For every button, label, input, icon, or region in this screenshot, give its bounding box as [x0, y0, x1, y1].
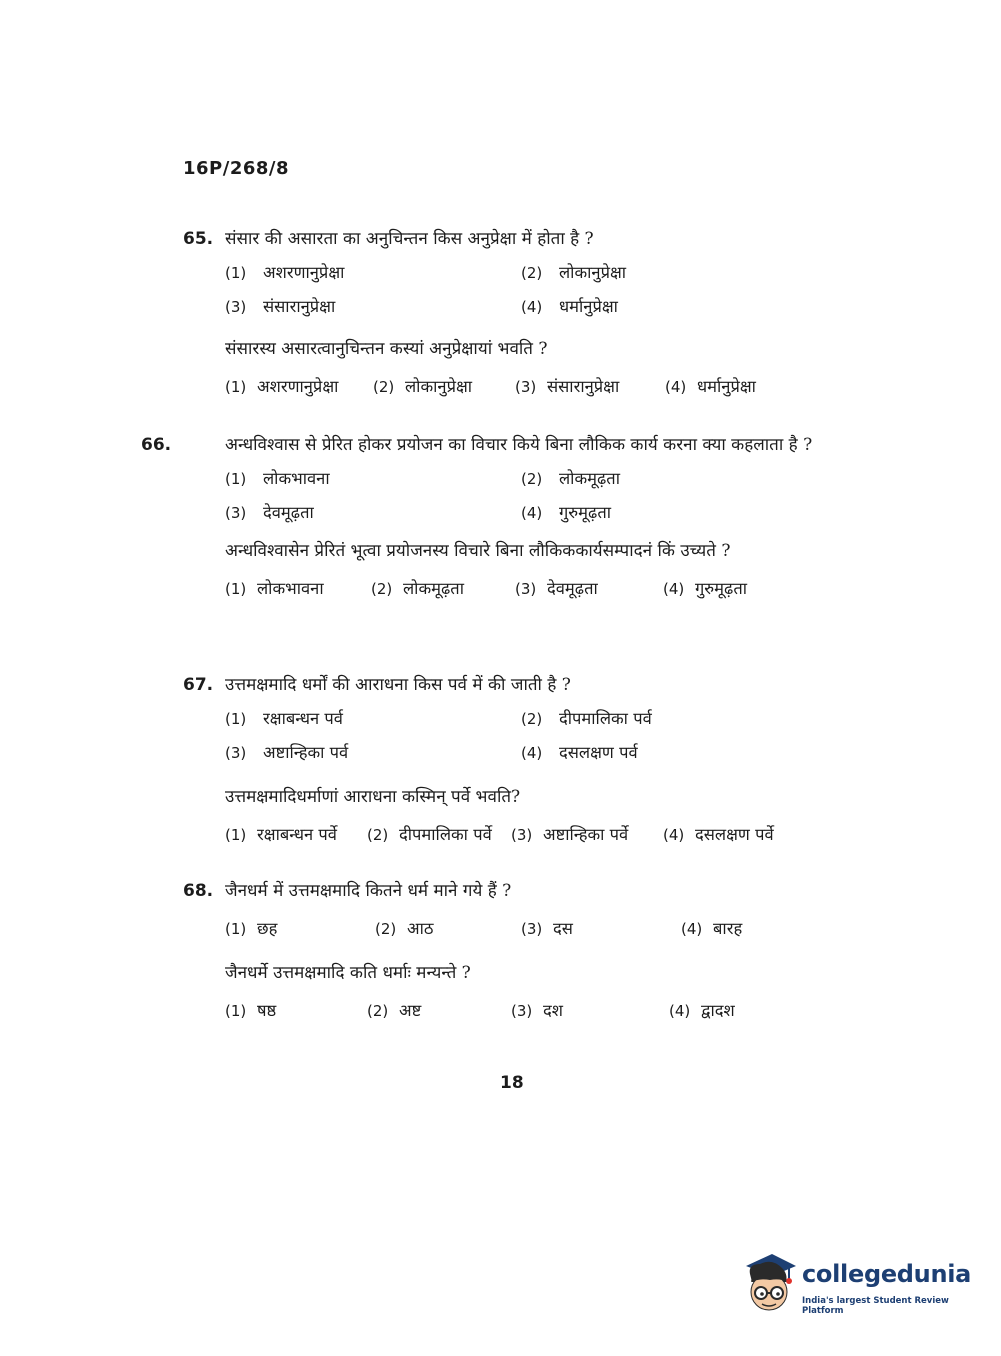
- question-65: [183, 224, 823, 402]
- question-number: 65.: [183, 229, 214, 249]
- brand-tagline: India's largest Student Review Platform: [802, 1296, 949, 1316]
- option-4: (4) बारह: [681, 919, 743, 938]
- option-2: (2) लोकानुप्रेक्षा: [521, 263, 627, 282]
- option-2: (2) दीपमालिका पर्व: [521, 709, 652, 728]
- option-4: (4) दसलक्षण पर्वे: [663, 825, 774, 844]
- option-3: (3) देवमूढ़ता: [515, 579, 598, 598]
- option-4: (4) द्वादश: [669, 1001, 735, 1020]
- option-1: (1) लोकभावना: [225, 579, 324, 598]
- hindi-options: [225, 704, 823, 768]
- question-67: [183, 670, 823, 850]
- option-4: (4) गुरुमूढ़ता: [663, 579, 747, 598]
- question-text: [183, 224, 823, 254]
- sanskrit-options: [225, 820, 823, 850]
- question-text: [183, 876, 823, 906]
- option-3: (3) दस: [521, 919, 573, 938]
- brand-name: collegedunia: [802, 1260, 972, 1288]
- collegedunia-logo: [742, 1250, 982, 1320]
- option-2: (2) लोकमूढ़ता: [521, 469, 620, 488]
- option-3: (3) अष्टान्हिका पर्व: [225, 743, 349, 762]
- option-3: (3) अष्टान्हिका पर्वे: [511, 825, 629, 844]
- option-2: (2) दीपमालिका पर्वे: [367, 825, 492, 844]
- question-number: 68.: [183, 881, 214, 901]
- option-1: (1) छह: [225, 919, 278, 938]
- question-number: 67.: [183, 675, 214, 695]
- question-sanskrit: संसारस्य असारत्वानुचिन्तन कस्यां अनुप्रेक्षायां भवति ?: [225, 339, 548, 359]
- question-hindi: अन्धविश्वास से प्रेरित होकर प्रयोजन का विचार किये बिना लौकिक कार्य करना क्या कहलाता है ?: [225, 435, 813, 455]
- question-text: [183, 670, 823, 700]
- student-mascot-icon: [742, 1252, 798, 1314]
- question-hindi: उत्तमक्षमादि धर्मों की आराधना किस पर्व में की जाती है ?: [225, 675, 571, 695]
- sanskrit-options: [225, 996, 823, 1026]
- question-66: [141, 430, 823, 604]
- question-sanskrit: उत्तमक्षमादिधर्माणां आराधना कस्मिन् पर्वे भवति?: [225, 787, 521, 807]
- page-number: 18: [500, 1073, 524, 1093]
- option-2: (2) अष्ट: [367, 1001, 422, 1020]
- hindi-options: [225, 914, 823, 944]
- question-hindi: जैनधर्म में उत्तमक्षमादि कितने धर्म माने गये हैं ?: [225, 881, 512, 901]
- option-3: (3) संसारानुप्रेक्षा: [225, 297, 336, 316]
- question-text: [141, 430, 823, 460]
- option-3: (3) दश: [511, 1001, 563, 1020]
- option-4: (4) दसलक्षण पर्व: [521, 743, 638, 762]
- option-2: (2) लोकानुप्रेक्षा: [373, 377, 473, 396]
- paper-code: 16P/268/8: [183, 158, 289, 179]
- question-sanskrit: जैनधर्मे उत्तमक्षमादि कति धर्माः मन्यन्ते ?: [225, 963, 471, 983]
- option-4: (4) धर्मानुप्रेक्षा: [521, 297, 618, 316]
- sanskrit-options: [225, 372, 823, 402]
- hindi-options: [225, 258, 823, 322]
- question-sanskrit: अन्धविश्वासेन प्रेरितं भूत्वा प्रयोजनस्य विचारे बिना लौकिककार्यसम्पादनं किं उच्यते ?: [225, 541, 731, 561]
- option-2: (2) लोकमूढ़ता: [371, 579, 464, 598]
- option-1: (1) रक्षाबन्धन पर्वे: [225, 825, 337, 844]
- option-3: (3) देवमूढ़ता: [225, 503, 314, 522]
- option-1: (1) लोकभावना: [225, 469, 330, 488]
- option-4: (4) गुरुमूढ़ता: [521, 503, 611, 522]
- hindi-options: [225, 464, 823, 528]
- option-1: (1) अशरणानुप्रेक्षा: [225, 263, 345, 282]
- option-3: (3) संसारानुप्रेक्षा: [515, 377, 620, 396]
- option-2: (2) आठ: [375, 919, 434, 938]
- sanskrit-options: [225, 574, 823, 604]
- option-1: (1) अशरणानुप्रेक्षा: [225, 377, 339, 396]
- option-4: (4) धर्मानुप्रेक्षा: [665, 377, 756, 396]
- option-1: (1) षष्ठ: [225, 1001, 277, 1020]
- question-68: [183, 876, 823, 1026]
- question-hindi: संसार की असारता का अनुचिन्तन किस अनुप्रेक्षा में होता है ?: [225, 229, 594, 249]
- question-number: 66.: [141, 435, 172, 455]
- option-1: (1) रक्षाबन्धन पर्व: [225, 709, 343, 728]
